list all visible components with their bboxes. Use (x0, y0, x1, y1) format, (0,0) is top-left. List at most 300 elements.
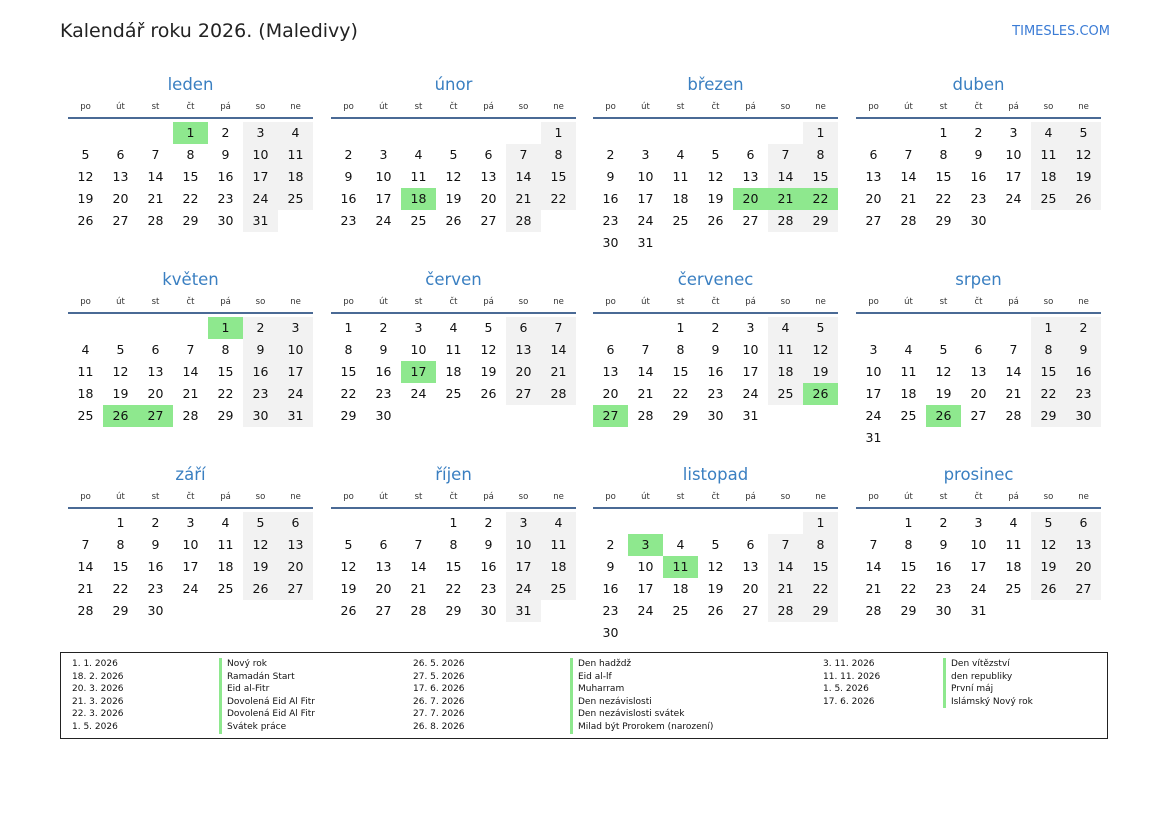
weekday-label: čt (186, 492, 195, 502)
day-cell: 2 (939, 515, 948, 530)
day-cell: 4 (221, 515, 230, 530)
day-cell: 15 (217, 364, 234, 379)
day-cell: 5 (243, 512, 278, 534)
holiday-date: 18. 2. 2026 (72, 671, 124, 682)
day-cell: 31 (742, 408, 759, 423)
day-cell: 24 (742, 386, 759, 401)
day-cell: 3 (746, 320, 755, 335)
holiday-name: Dovolená Eid Al Fitr (219, 708, 315, 721)
day-cell: 13 (602, 364, 619, 379)
day-cell: 15 (445, 559, 462, 574)
day-cell: 5 (1031, 512, 1066, 534)
holiday-date: 26. 8. 2026 (413, 721, 465, 732)
day-cell: 3 (243, 122, 278, 144)
holiday-date: 27. 5. 2026 (413, 671, 465, 682)
day-cell: 3 (974, 515, 983, 530)
day-cell: 15 (340, 364, 357, 379)
day-cell: 23 (147, 581, 164, 596)
holiday-day: 21 (768, 188, 803, 210)
weekday-label: pá (483, 297, 494, 307)
weekday-label: pá (483, 492, 494, 502)
day-cell: 2 (606, 537, 615, 552)
weekday-header (68, 100, 313, 119)
day-cell: 19 (340, 581, 357, 596)
weekday-header (331, 100, 576, 119)
empty-cell (103, 317, 138, 339)
day-cell: 28 (1005, 408, 1022, 423)
day-cell: 2 (243, 317, 278, 339)
day-cell: 24 (970, 581, 987, 596)
weekday-label: st (151, 297, 160, 307)
day-cell: 16 (147, 559, 164, 574)
day-cell: 4 (278, 122, 313, 144)
day-cell: 4 (1009, 515, 1018, 530)
day-cell: 13 (970, 364, 987, 379)
month-name: duben (952, 75, 1005, 94)
empty-cell (663, 122, 698, 144)
day-cell: 6 (116, 147, 125, 162)
day-cell: 16 (217, 169, 234, 184)
day-cell: 9 (606, 559, 615, 574)
weekday-label: so (255, 102, 266, 112)
holiday-name: Svátek práce (219, 721, 315, 734)
day-cell: 10 (637, 559, 654, 574)
day-cell: 19 (803, 361, 838, 383)
holiday-name: den republiky (943, 671, 1033, 684)
day-cell: 27 (480, 213, 497, 228)
day-cell: 12 (707, 169, 724, 184)
day-cell: 2 (1066, 317, 1101, 339)
holiday-date: 26. 5. 2026 (413, 659, 465, 669)
day-cell: 4 (81, 342, 90, 357)
weekday-label: ne (553, 492, 564, 502)
day-cell: 5 (711, 537, 720, 552)
day-cell: 27 (742, 213, 759, 228)
weekday-label: so (1043, 102, 1054, 112)
day-cell: 13 (375, 559, 392, 574)
day-cell: 1 (676, 320, 685, 335)
day-cell: 23 (970, 191, 987, 206)
day-cell: 21 (865, 581, 882, 596)
day-cell: 4 (768, 317, 803, 339)
day-cell: 31 (243, 210, 278, 232)
day-cell: 14 (410, 559, 427, 574)
day-cell: 2 (379, 320, 388, 335)
day-cell: 30 (707, 408, 724, 423)
day-cell: 24 (1005, 191, 1022, 206)
holiday-date: 26. 7. 2026 (413, 696, 465, 707)
empty-cell (68, 317, 103, 339)
empty-cell (663, 512, 698, 534)
day-cell: 22 (340, 386, 357, 401)
day-cell: 6 (506, 317, 541, 339)
day-cell: 26 (243, 578, 278, 600)
day-cell: 10 (375, 169, 392, 184)
day-cell: 22 (445, 581, 462, 596)
day-cell: 20 (970, 386, 987, 401)
day-cell: 9 (344, 169, 353, 184)
day-cell: 12 (77, 169, 94, 184)
holiday-day: 3 (628, 534, 663, 556)
day-cell: 8 (344, 342, 353, 357)
days-grid (856, 122, 1101, 232)
day-cell: 2 (606, 147, 615, 162)
day-cell: 22 (935, 191, 952, 206)
weekday-header (856, 295, 1101, 314)
day-cell: 31 (278, 405, 313, 427)
day-cell: 22 (900, 581, 917, 596)
day-cell: 7 (904, 147, 913, 162)
day-cell: 28 (77, 603, 94, 618)
day-cell: 26 (480, 386, 497, 401)
day-cell: 31 (637, 235, 654, 250)
month-2 (593, 75, 838, 254)
day-cell: 17 (637, 191, 654, 206)
weekday-label: ne (1078, 297, 1089, 307)
days-grid (593, 512, 838, 644)
day-cell: 10 (637, 169, 654, 184)
day-cell: 4 (414, 147, 423, 162)
weekday-label: ne (553, 297, 564, 307)
days-grid (593, 122, 838, 254)
month-name: září (175, 465, 206, 484)
weekday-label: čt (711, 102, 720, 112)
day-cell: 2 (974, 125, 983, 140)
day-cell: 8 (116, 537, 125, 552)
day-cell: 9 (484, 537, 493, 552)
day-cell: 7 (151, 147, 160, 162)
weekday-label: st (151, 492, 160, 502)
day-cell: 10 (278, 339, 313, 361)
day-cell: 21 (182, 386, 199, 401)
holiday-day: 22 (803, 188, 838, 210)
day-cell: 4 (676, 537, 685, 552)
day-cell: 24 (410, 386, 427, 401)
empty-cell (628, 512, 663, 534)
holiday-day: 1 (208, 317, 243, 339)
day-cell: 12 (445, 169, 462, 184)
holiday-date-column (413, 658, 465, 734)
day-cell: 31 (970, 603, 987, 618)
day-cell: 6 (746, 147, 755, 162)
holiday-date: 1. 5. 2026 (823, 684, 869, 695)
day-cell: 23 (1066, 383, 1101, 405)
day-cell: 29 (935, 213, 952, 228)
holiday-day: 1 (173, 122, 208, 144)
month-name: listopad (682, 465, 749, 484)
day-cell: 7 (869, 537, 878, 552)
day-cell: 9 (1066, 339, 1101, 361)
day-cell: 24 (637, 603, 654, 618)
empty-cell (856, 122, 891, 144)
empty-cell (891, 317, 926, 339)
weekday-label: so (255, 492, 266, 502)
weekday-label: ne (1078, 492, 1089, 502)
day-cell: 12 (480, 342, 497, 357)
empty-cell (996, 317, 1031, 339)
day-cell: 1 (803, 512, 838, 534)
holiday-name: Den nezávislosti svátek (570, 708, 713, 721)
day-cell: 19 (935, 386, 952, 401)
day-cell: 27 (112, 213, 129, 228)
day-cell: 5 (344, 537, 353, 552)
month-name: květen (162, 270, 219, 289)
holiday-date: 1. 1. 2026 (72, 659, 118, 669)
day-cell: 25 (768, 383, 803, 405)
day-cell: 6 (379, 537, 388, 552)
month-name: březen (687, 75, 744, 94)
day-cell: 16 (970, 169, 987, 184)
day-cell: 9 (939, 537, 948, 552)
day-cell: 24 (637, 213, 654, 228)
day-cell: 15 (803, 556, 838, 578)
day-cell: 13 (112, 169, 129, 184)
day-cell: 2 (711, 320, 720, 335)
weekday-label: pá (1008, 492, 1019, 502)
month-name: leden (167, 75, 214, 94)
weekday-label: čt (449, 297, 458, 307)
empty-cell (593, 317, 628, 339)
day-cell: 31 (865, 430, 882, 445)
holiday-name-column (219, 658, 315, 734)
weekday-label: ne (290, 297, 301, 307)
month-10 (593, 465, 838, 644)
day-cell: 17 (865, 386, 882, 401)
day-cell: 17 (742, 364, 759, 379)
day-cell: 18 (900, 386, 917, 401)
day-cell: 22 (803, 578, 838, 600)
empty-cell (506, 122, 541, 144)
day-cell: 21 (147, 191, 164, 206)
weekday-label: so (780, 297, 791, 307)
day-cell: 14 (768, 166, 803, 188)
day-cell: 23 (375, 386, 392, 401)
day-cell: 10 (970, 537, 987, 552)
day-cell: 3 (506, 512, 541, 534)
day-cell: 27 (1066, 578, 1101, 600)
weekday-label: ne (815, 102, 826, 112)
day-cell: 17 (278, 361, 313, 383)
day-cell: 11 (768, 339, 803, 361)
weekday-label: čt (974, 297, 983, 307)
day-cell: 8 (803, 534, 838, 556)
day-cell: 10 (506, 534, 541, 556)
day-cell: 26 (445, 213, 462, 228)
holiday-date: 21. 3. 2026 (72, 696, 124, 707)
empty-cell (471, 122, 506, 144)
weekday-header (593, 490, 838, 509)
day-cell: 17 (1005, 169, 1022, 184)
day-cell: 6 (1066, 512, 1101, 534)
day-cell: 28 (541, 383, 576, 405)
weekday-label: út (641, 492, 650, 502)
day-cell: 13 (147, 364, 164, 379)
month-6 (593, 270, 838, 427)
weekday-label: so (1043, 492, 1054, 502)
day-cell: 4 (541, 512, 576, 534)
day-cell: 16 (1066, 361, 1101, 383)
empty-cell (733, 122, 768, 144)
weekday-label: ne (290, 492, 301, 502)
day-cell: 1 (1031, 317, 1066, 339)
holiday-name: Den nezávislosti (570, 696, 713, 709)
holiday-name: Den vítězství (943, 658, 1033, 671)
empty-cell (138, 317, 173, 339)
day-cell: 10 (1005, 147, 1022, 162)
day-cell: 6 (278, 512, 313, 534)
day-cell: 2 (221, 125, 230, 140)
weekday-label: ne (553, 102, 564, 112)
empty-cell (856, 512, 891, 534)
day-cell: 28 (768, 210, 803, 232)
holiday-date: 17. 6. 2026 (823, 696, 875, 707)
month-name: červenec (677, 270, 754, 289)
day-cell: 20 (112, 191, 129, 206)
holiday-day: 27 (593, 405, 628, 427)
weekday-label: so (518, 102, 529, 112)
day-cell: 29 (900, 603, 917, 618)
day-cell: 3 (414, 320, 423, 335)
day-cell: 30 (602, 235, 619, 250)
weekday-label: st (939, 297, 948, 307)
month-1 (331, 75, 576, 232)
empty-cell (68, 512, 103, 534)
days-grid (68, 122, 313, 232)
day-cell: 16 (340, 191, 357, 206)
day-cell: 23 (217, 191, 234, 206)
holiday-name: Dovolená Eid Al Fitr (219, 696, 315, 709)
empty-cell (768, 122, 803, 144)
holiday-date: 22. 3. 2026 (72, 709, 124, 720)
day-cell: 29 (1031, 405, 1066, 427)
day-cell: 24 (278, 383, 313, 405)
weekday-label: so (780, 102, 791, 112)
weekday-label: út (641, 297, 650, 307)
day-cell: 11 (217, 537, 234, 552)
day-cell: 17 (970, 559, 987, 574)
empty-cell (698, 512, 733, 534)
day-cell: 12 (1066, 144, 1101, 166)
day-cell: 12 (112, 364, 129, 379)
empty-cell (366, 122, 401, 144)
day-cell: 19 (445, 191, 462, 206)
day-cell: 22 (541, 188, 576, 210)
day-cell: 5 (711, 147, 720, 162)
day-cell: 1 (344, 320, 353, 335)
empty-cell (733, 512, 768, 534)
day-cell: 11 (445, 342, 462, 357)
day-cell: 5 (1066, 122, 1101, 144)
empty-cell (401, 122, 436, 144)
day-cell: 7 (641, 342, 650, 357)
day-cell: 30 (935, 603, 952, 618)
month-0 (68, 75, 313, 232)
holiday-name: Nový rok (219, 658, 315, 671)
weekday-label: út (379, 102, 388, 112)
day-cell: 11 (278, 144, 313, 166)
empty-cell (138, 122, 173, 144)
day-cell: 21 (1005, 386, 1022, 401)
day-cell: 18 (541, 556, 576, 578)
empty-cell (331, 122, 366, 144)
day-cell: 2 (151, 515, 160, 530)
weekday-label: čt (974, 102, 983, 112)
weekday-label: so (255, 297, 266, 307)
weekday-label: út (904, 102, 913, 112)
weekday-header (593, 100, 838, 119)
day-cell: 15 (803, 166, 838, 188)
day-cell: 13 (865, 169, 882, 184)
empty-cell (926, 317, 961, 339)
day-cell: 24 (182, 581, 199, 596)
weekday-label: pá (220, 492, 231, 502)
holiday-name: Eid al-lf (570, 671, 713, 684)
days-grid (856, 317, 1101, 449)
day-cell: 9 (379, 342, 388, 357)
day-cell: 1 (904, 515, 913, 530)
day-cell: 12 (1031, 534, 1066, 556)
day-cell: 25 (1005, 581, 1022, 596)
days-grid (856, 512, 1101, 622)
weekday-label: út (116, 297, 125, 307)
weekday-label: út (379, 297, 388, 307)
day-cell: 26 (1066, 188, 1101, 210)
weekday-label: ne (1078, 102, 1089, 112)
day-cell: 20 (278, 556, 313, 578)
day-cell: 7 (81, 537, 90, 552)
day-cell: 5 (116, 342, 125, 357)
weekday-label: st (414, 492, 423, 502)
day-cell: 16 (707, 364, 724, 379)
day-cell: 1 (116, 515, 125, 530)
day-cell: 7 (1009, 342, 1018, 357)
day-cell: 12 (803, 339, 838, 361)
day-cell: 5 (81, 147, 90, 162)
holiday-date-column (72, 658, 124, 734)
weekday-label: čt (186, 102, 195, 112)
holiday-day: 11 (663, 556, 698, 578)
weekday-label: pá (483, 102, 494, 112)
day-cell: 14 (1005, 364, 1022, 379)
site-link[interactable]: TIMESLES.COM (1012, 24, 1110, 39)
day-cell: 14 (865, 559, 882, 574)
day-cell: 8 (904, 537, 913, 552)
weekday-label: st (414, 102, 423, 112)
holiday-day: 27 (138, 405, 173, 427)
weekday-label: po (605, 297, 616, 307)
weekday-label: po (80, 297, 91, 307)
day-cell: 28 (506, 210, 541, 232)
day-cell: 30 (480, 603, 497, 618)
day-cell: 25 (1031, 188, 1066, 210)
day-cell: 13 (1066, 534, 1101, 556)
weekday-label: po (343, 297, 354, 307)
day-cell: 23 (480, 581, 497, 596)
weekday-label: ne (290, 102, 301, 112)
holiday-day: 18 (401, 188, 436, 210)
day-cell: 21 (506, 188, 541, 210)
weekday-label: pá (745, 297, 756, 307)
weekday-label: st (151, 102, 160, 112)
holiday-name: Eid al-Fitr (219, 683, 315, 696)
day-cell: 10 (182, 537, 199, 552)
day-cell: 13 (506, 339, 541, 361)
day-cell: 24 (865, 408, 882, 423)
weekday-label: pá (745, 102, 756, 112)
empty-cell (698, 122, 733, 144)
holiday-name: Den hadždž (570, 658, 713, 671)
day-cell: 14 (182, 364, 199, 379)
